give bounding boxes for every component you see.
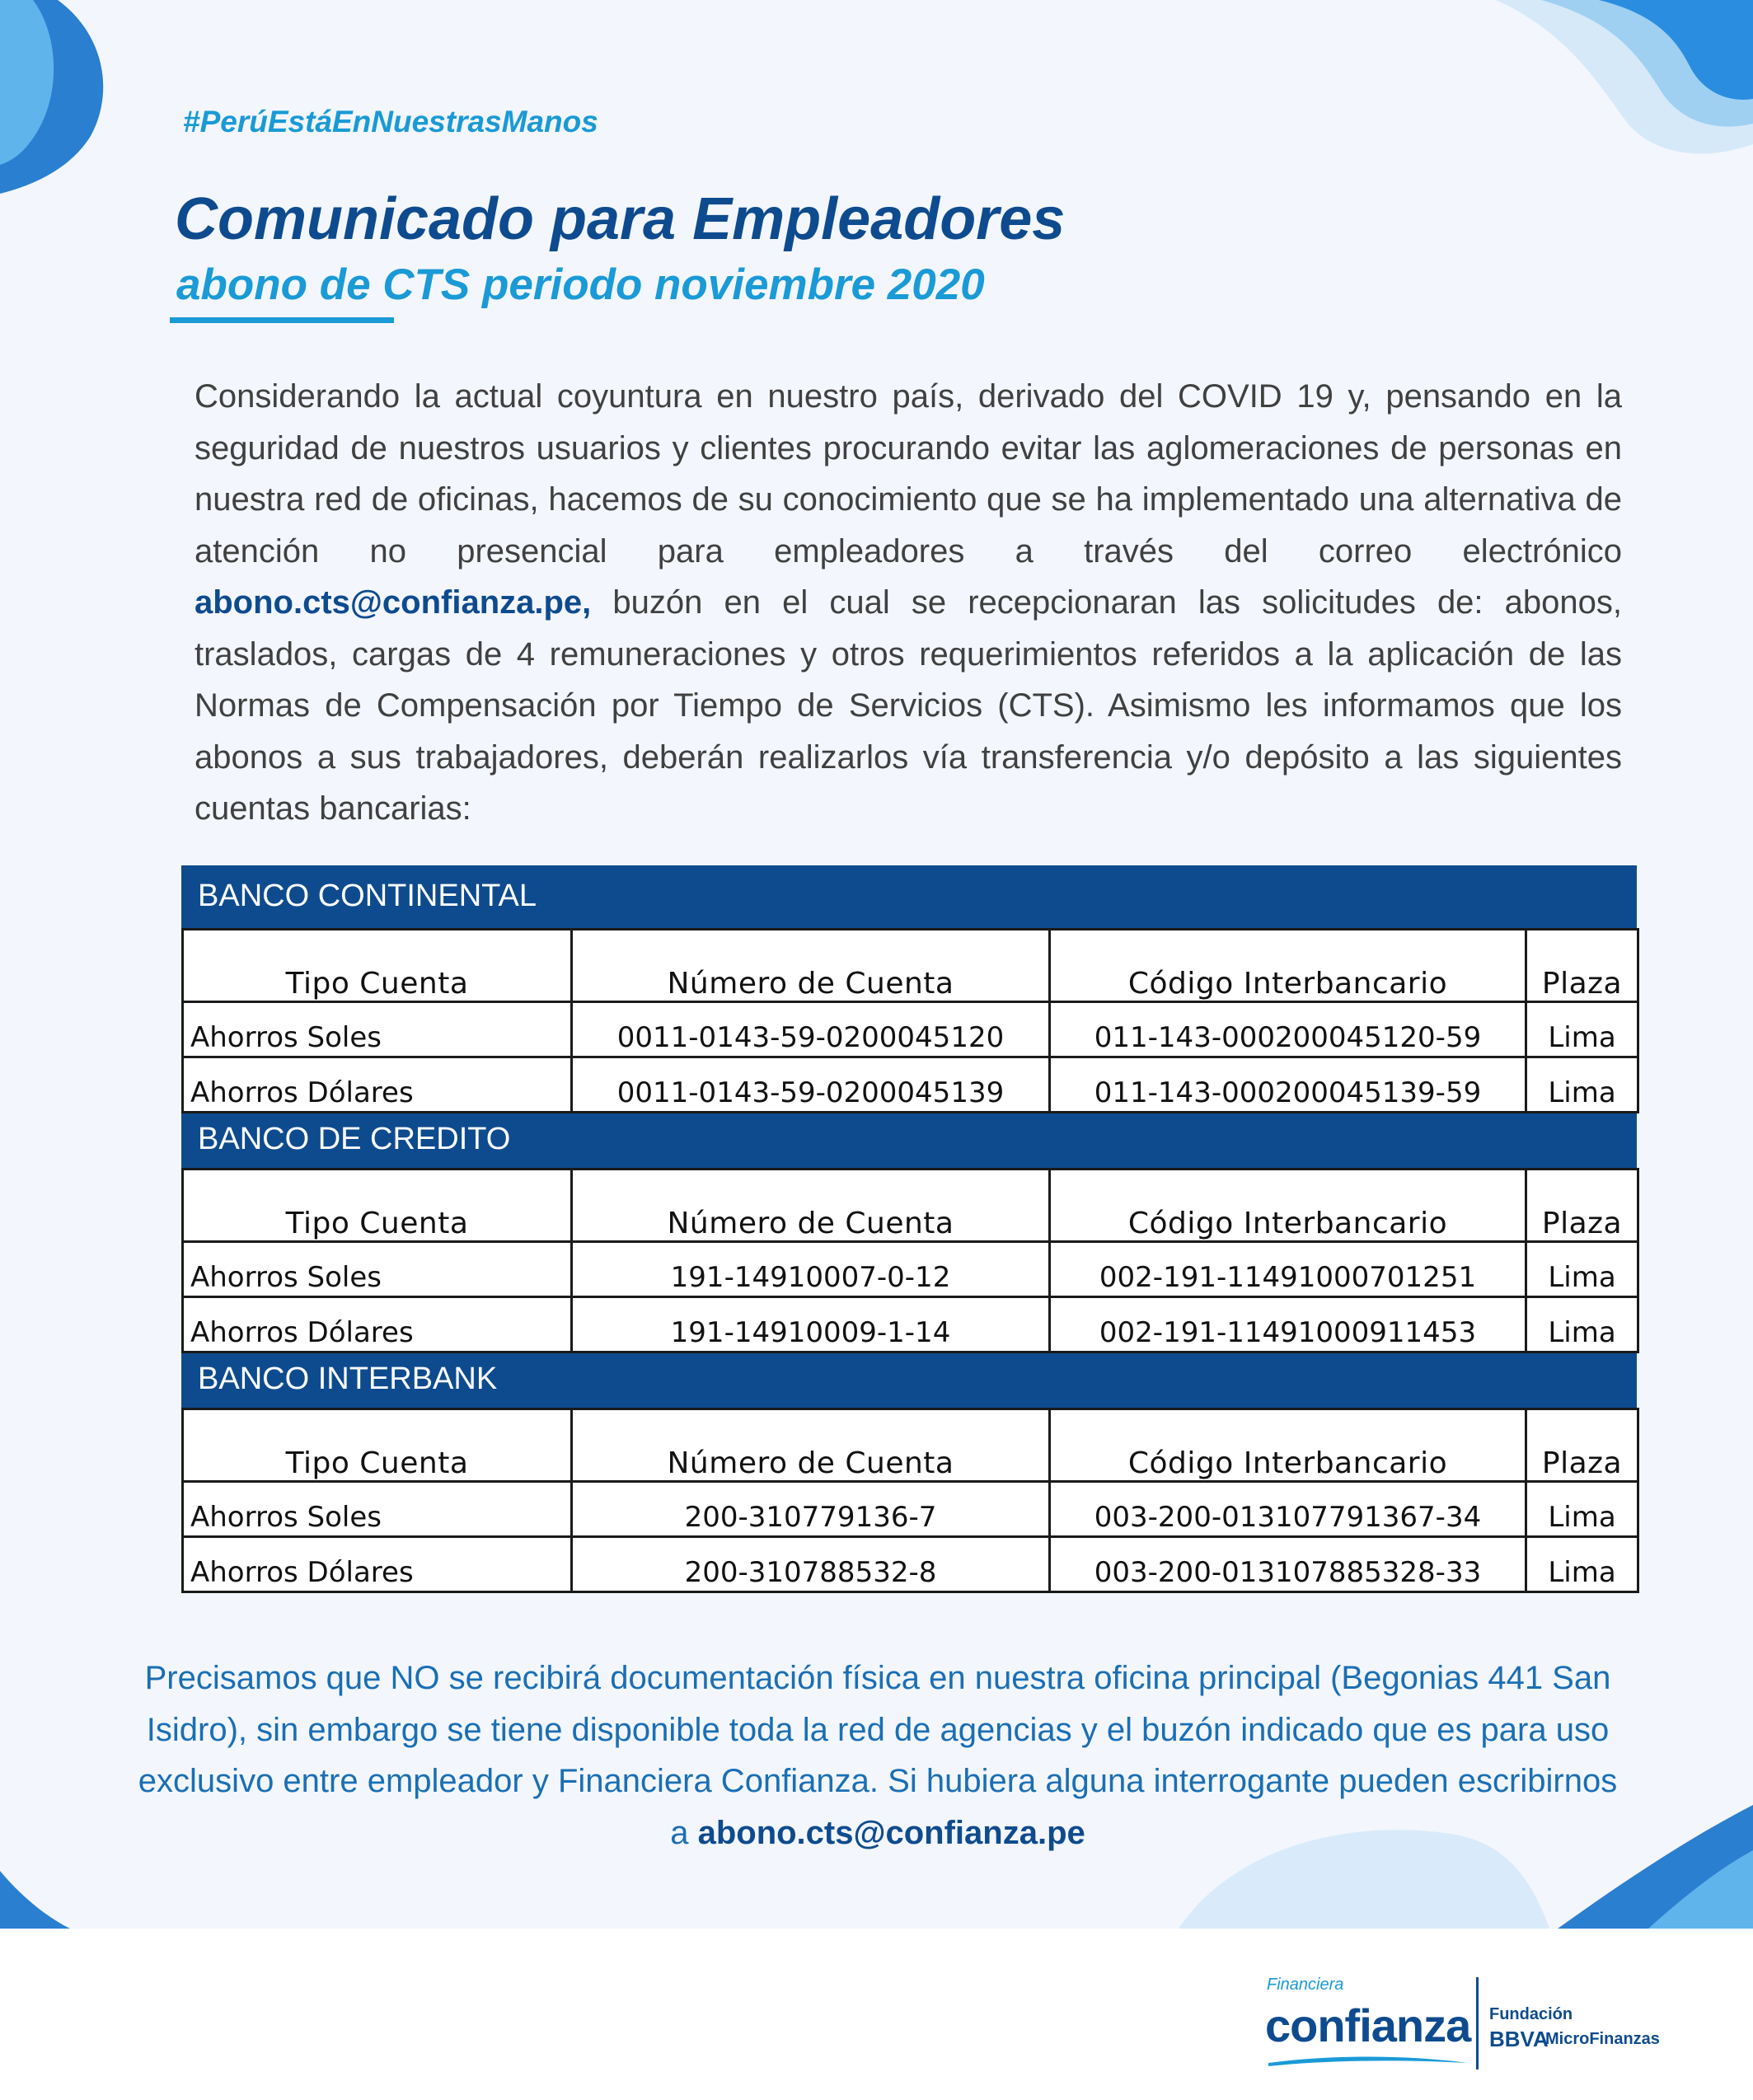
note-text: Precisamos que NO se recibirá documentación física en nuestra oficina principal (Begonias 441 San Isidro), sin embargo se tiene disponible toda la red de agencias y el buzón indicado que es para uso exclusivo entre empleador y Financiera Confianza. Si hubiera alguna interrogante pueden escribirnos a bbox=[138, 1660, 1618, 1851]
logo-financiera-text: Financiera bbox=[1267, 1976, 1344, 1994]
logo-bbva-text: BBVA bbox=[1489, 2027, 1549, 2051]
campaign-hashtag: #PerúEstáEnNuestrasManos bbox=[183, 105, 598, 138]
bank-name: BANCO CONTINENTAL bbox=[198, 879, 537, 913]
column-header-tipo: Tipo Cuenta bbox=[183, 930, 572, 1002]
bank-name-header bbox=[181, 1353, 1637, 1408]
intro-email-link[interactable]: abono.cts@confianza.pe, bbox=[195, 584, 592, 621]
table-row bbox=[183, 1002, 1638, 1057]
account-number: 191-14910009-1-14 bbox=[572, 1297, 1050, 1352]
accounts-table bbox=[181, 1408, 1639, 1593]
logo-microfinanzas-text: MicroFinanzas bbox=[1545, 2030, 1660, 2048]
column-header-numero: Número de Cuenta bbox=[572, 1170, 1050, 1242]
bank-accounts-section bbox=[181, 865, 1637, 1593]
column-header-tipo: Tipo Cuenta bbox=[183, 1409, 572, 1482]
account-type: Ahorros Dólares bbox=[183, 1297, 572, 1352]
account-plaza: Lima bbox=[1526, 1242, 1638, 1297]
account-number: 200-310788532-8 bbox=[572, 1537, 1050, 1592]
column-header-plaza: Plaza bbox=[1526, 930, 1638, 1002]
brand-logo bbox=[1265, 1974, 1694, 2081]
account-plaza: Lima bbox=[1526, 1297, 1638, 1352]
logo-swoosh-icon bbox=[1265, 2053, 1471, 2070]
interbank-code: 003-200-013107791367-34 bbox=[1050, 1482, 1526, 1537]
logo-fundacion-text: Fundación bbox=[1489, 2005, 1573, 2023]
table-header-row bbox=[183, 930, 1638, 1002]
bank-block bbox=[181, 1113, 1637, 1353]
account-type: Ahorros Dólares bbox=[183, 1537, 572, 1592]
account-type: Ahorros Soles bbox=[183, 1482, 572, 1537]
interbank-code: 002-191-11491000701251 bbox=[1050, 1242, 1526, 1297]
bank-block bbox=[181, 1353, 1637, 1593]
note-email-link[interactable]: abono.cts@confianza.pe bbox=[697, 1814, 1085, 1851]
interbank-code: 011-143-000200045120-59 bbox=[1050, 1002, 1526, 1057]
table-header-row bbox=[183, 1409, 1638, 1482]
account-type: Ahorros Dólares bbox=[183, 1057, 572, 1113]
table-row bbox=[183, 1537, 1638, 1592]
account-plaza: Lima bbox=[1526, 1537, 1638, 1592]
intro-paragraph bbox=[195, 371, 1622, 835]
column-header-codigo: Código Interbancario bbox=[1050, 930, 1526, 1002]
table-row bbox=[183, 1297, 1638, 1352]
account-type: Ahorros Soles bbox=[183, 1242, 572, 1297]
table-row bbox=[183, 1057, 1638, 1113]
account-plaza: Lima bbox=[1526, 1482, 1638, 1537]
bank-name: BANCO DE CREDITO bbox=[198, 1122, 511, 1156]
table-header-row bbox=[183, 1170, 1638, 1242]
interbank-code: 003-200-013107885328-33 bbox=[1050, 1537, 1526, 1592]
column-header-numero: Número de Cuenta bbox=[572, 1409, 1050, 1482]
account-number: 200-310779136-7 bbox=[572, 1482, 1050, 1537]
table-row bbox=[183, 1242, 1638, 1297]
bank-name-header bbox=[181, 865, 1637, 928]
bank-block bbox=[181, 865, 1637, 1113]
accounts-table bbox=[181, 928, 1639, 1113]
account-number: 191-14910007-0-12 bbox=[572, 1242, 1050, 1297]
bank-name-header bbox=[181, 1113, 1637, 1168]
column-header-plaza: Plaza bbox=[1526, 1170, 1638, 1242]
column-header-tipo: Tipo Cuenta bbox=[183, 1170, 572, 1242]
logo-confianza-text: confianza bbox=[1265, 1999, 1471, 2051]
account-type: Ahorros Soles bbox=[183, 1002, 572, 1057]
title-underline bbox=[170, 317, 394, 323]
account-plaza: Lima bbox=[1526, 1002, 1638, 1057]
table-row bbox=[183, 1482, 1638, 1537]
account-plaza: Lima bbox=[1526, 1057, 1638, 1113]
column-header-plaza: Plaza bbox=[1526, 1409, 1638, 1482]
column-header-codigo: Código Interbancario bbox=[1050, 1409, 1526, 1482]
page-title: Comunicado para Empleadores bbox=[175, 186, 1066, 252]
account-number: 0011-0143-59-0200045120 bbox=[572, 1002, 1050, 1057]
page-subtitle: abono de CTS periodo noviembre 2020 bbox=[176, 260, 985, 309]
closing-note bbox=[132, 1652, 1624, 1859]
logo-divider bbox=[1476, 1977, 1479, 2070]
column-header-numero: Número de Cuenta bbox=[572, 930, 1050, 1002]
interbank-code: 011-143-000200045139-59 bbox=[1050, 1057, 1526, 1113]
intro-text-before-email: Considerando la actual coyuntura en nuestro país, derivado del COVID 19 y, pensando en la seguridad de nuestros usuarios y clientes procurando evitar las aglomeraciones de personas en nuestra red de oficinas, hacemos de su conocimiento que se ha implementado una alternativa de atención no presencial para empleadores a través del correo electrónico bbox=[195, 378, 1622, 570]
accounts-table bbox=[181, 1168, 1639, 1353]
interbank-code: 002-191-11491000911453 bbox=[1050, 1297, 1526, 1352]
intro-text-after-email: buzón en el cual se recepcionaran las solicitudes de: abonos, traslados, cargas de 4 remuneraciones y otros requerimientos referidos a la aplicación de las Normas de Compensación por Tiempo de Servicios (CTS). Asimismo les informamos que los abonos a sus trabajadores, deberán realizarlos vía transferencia y/o depósito a las siguientes cuentas bancarias: bbox=[195, 584, 1622, 827]
bank-name: BANCO INTERBANK bbox=[198, 1362, 498, 1396]
column-header-codigo: Código Interbancario bbox=[1050, 1170, 1526, 1242]
account-number: 0011-0143-59-0200045139 bbox=[572, 1057, 1050, 1113]
